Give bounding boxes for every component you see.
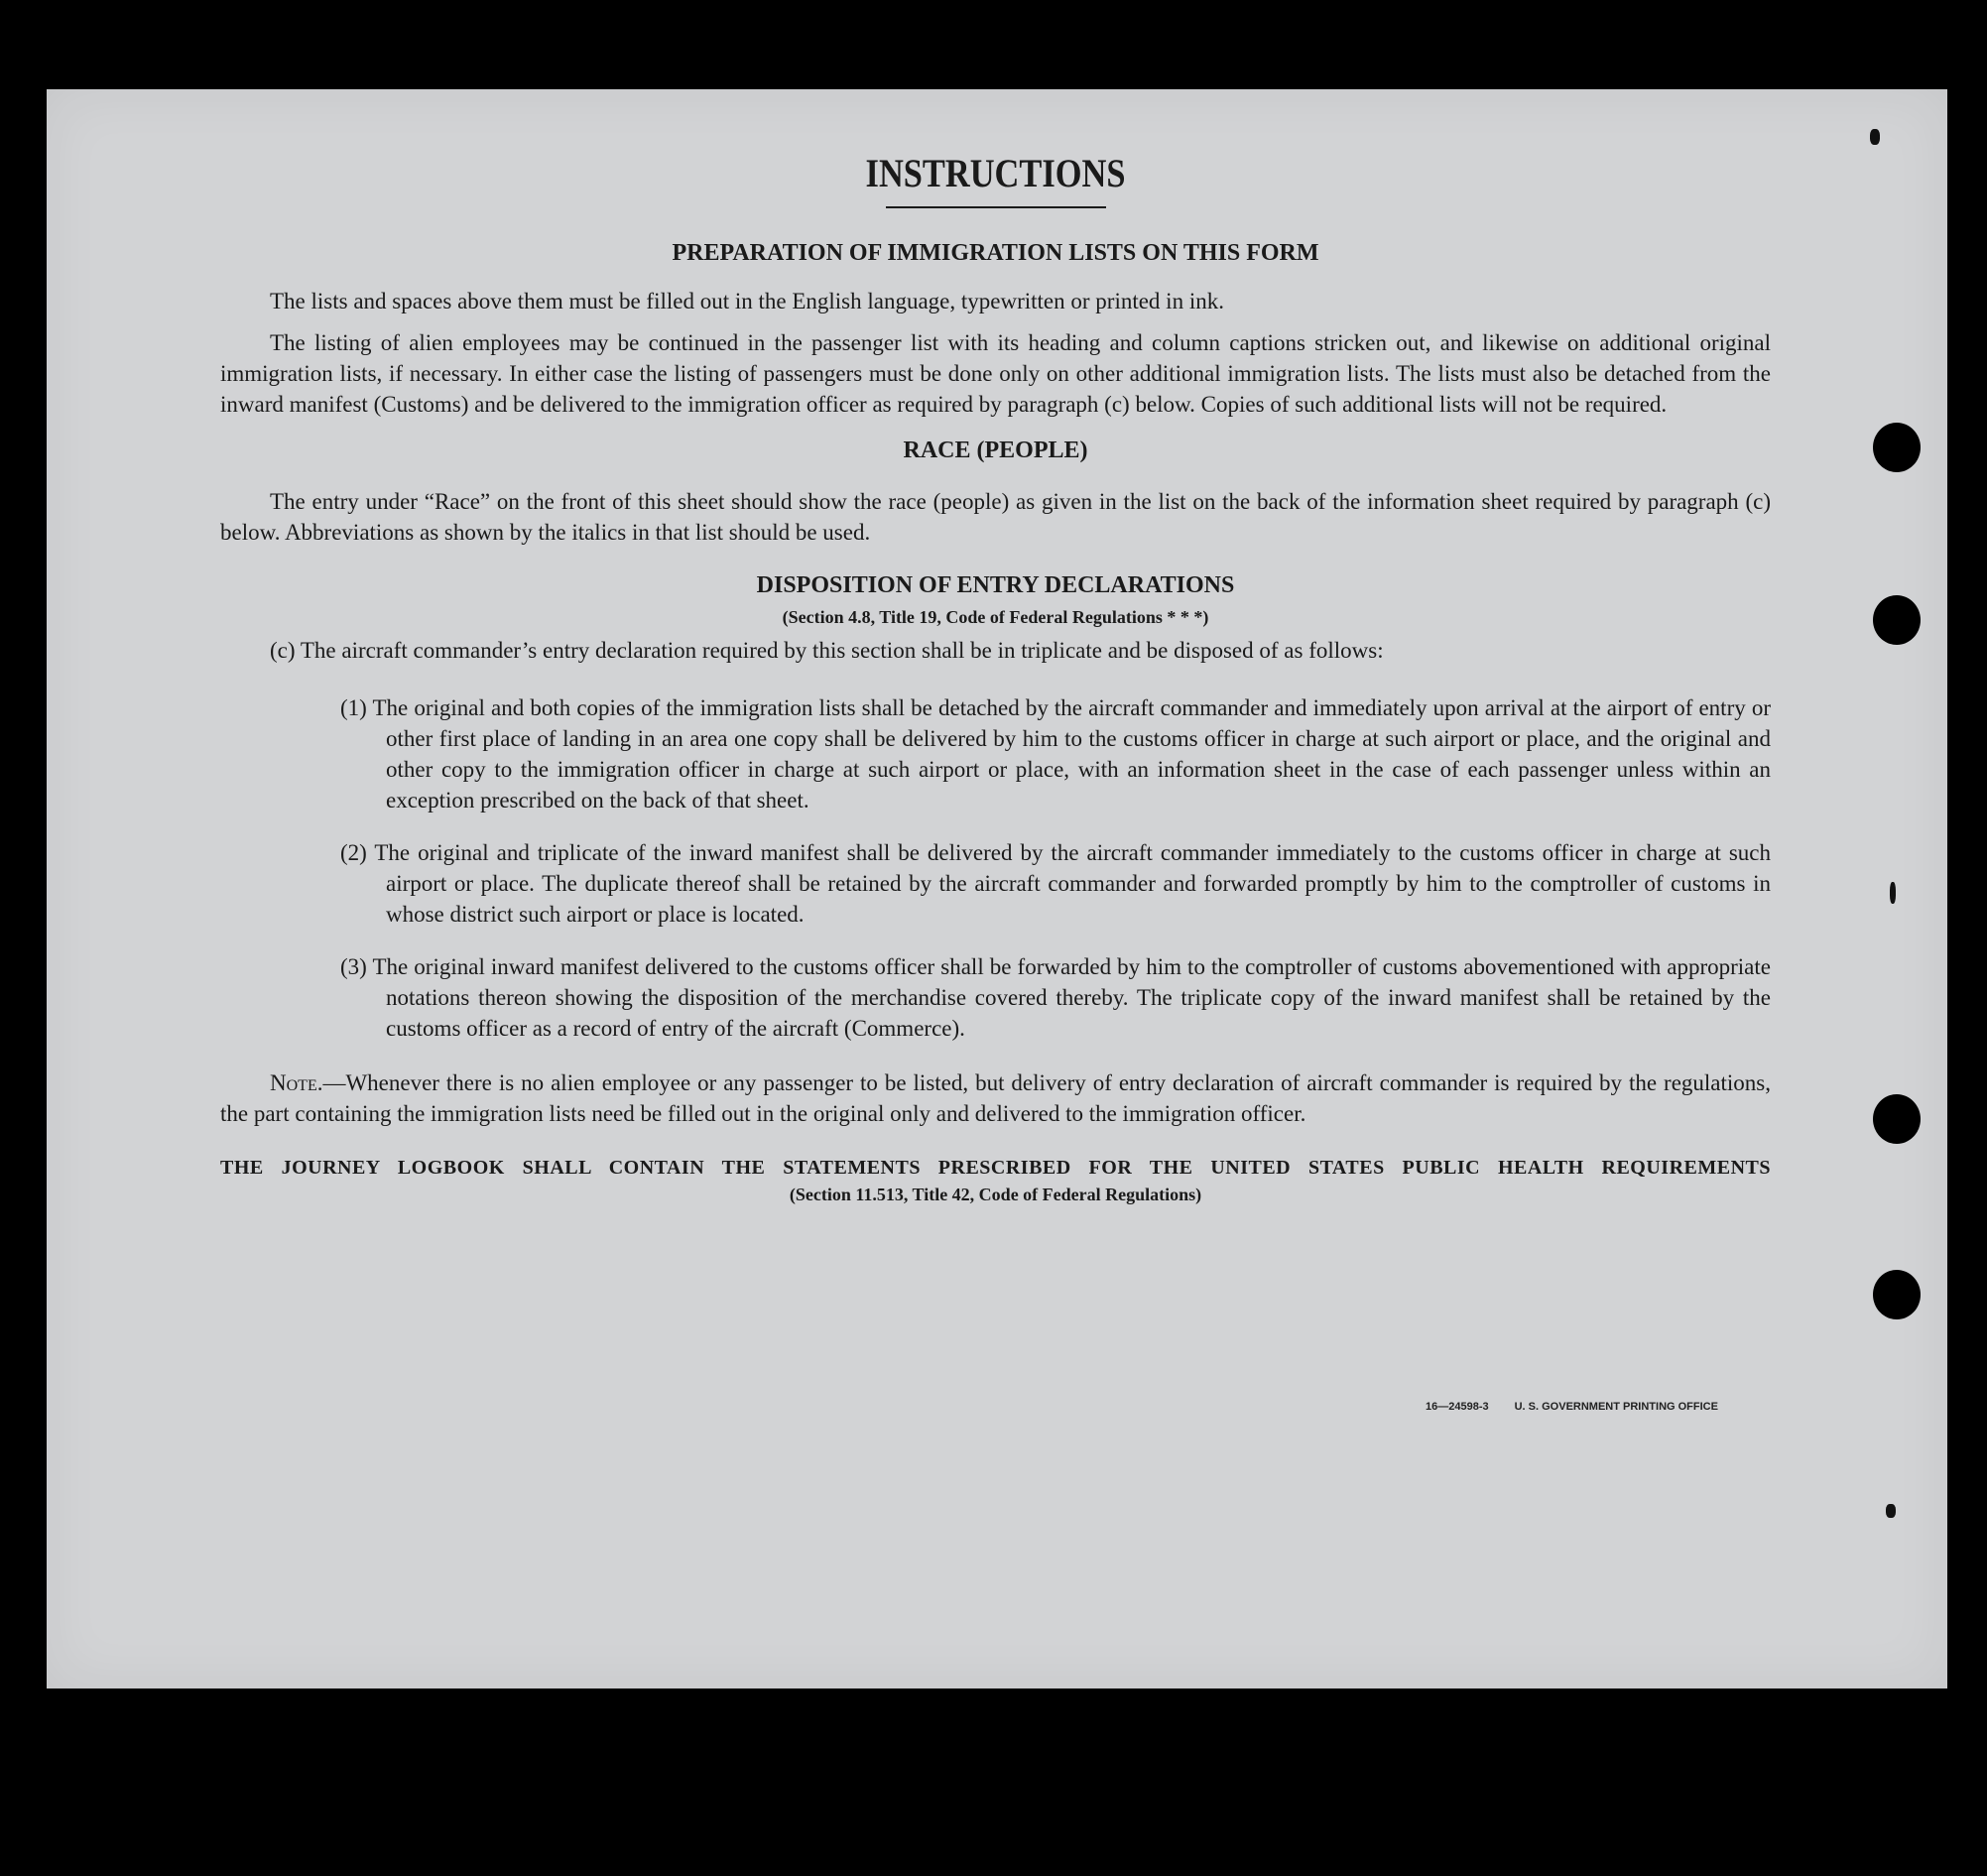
punch-hole xyxy=(1873,1270,1921,1319)
document-sheet xyxy=(47,89,1947,1688)
punch-hole xyxy=(1873,423,1921,472)
form-number: 16—24598-3 xyxy=(1426,1401,1489,1413)
note-text: —Whenever there is no alien employee or any passenger to be listed, but delivery of entry declaration of aircraft commander is required by the regulations, the part containing the immigration lists need be filled out in the original only and delivered to the immigration officer. xyxy=(220,1070,1771,1126)
printer-imprint xyxy=(1426,1401,1718,1413)
disposition-citation: (Section 4.8, Title 19, Code of Federal Regulations * * *) xyxy=(782,607,1209,627)
title-underline xyxy=(886,206,1106,208)
punch-hole xyxy=(1873,1094,1921,1144)
disposition-item-2: (2) The original and triplicate of the inward manifest shall be delivered by the aircraft commander immediately to the customs officer in charge at such airport or place. The duplicate thereof shall be retained by the aircraft commander and forwarded promptly by him to the comptroller of customs in whose district such airport or place is located. xyxy=(340,840,1771,927)
ink-speck xyxy=(1890,882,1896,904)
preparation-paragraph-2: The listing of alien employees may be continued in the passenger list with its heading and column captions stricken out, and likewise on additional original immigration lists, if necessary. In either case the listing of passengers must be done only on other additional immigration lists. The lists must also be detached from the inward manifest (Customs) and be delivered to the immigration officer as required by paragraph (c) below. Copies of such additional lists will not be required. xyxy=(220,330,1771,417)
printer-name: U. S. GOVERNMENT PRINTING OFFICE xyxy=(1514,1401,1718,1413)
logbook-statement: THE JOURNEY LOGBOOK SHALL CONTAIN THE STATEMENTS PRESCRIBED FOR THE UNITED STATES PUBLIC HEALTH REQUIREMENTS xyxy=(220,1157,1771,1179)
note-label: Note. xyxy=(270,1070,323,1095)
note-paragraph xyxy=(220,1067,1771,1129)
logbook-citation: (Section 11.513, Title 42, Code of Federal Regulations) xyxy=(789,1185,1202,1204)
disposition-item-1: (1) The original and both copies of the immigration lists shall be detached by the aircraft commander and immediately upon arrival at the airport of entry or other first place of landing in an area one copy shall be delivered by him to the customs officer in charge at such airport or place, and the original and other copy to the immigration officer in charge at such airport or place, with an information sheet in the case of each passenger unless within an exception prescribed on the back of that sheet. xyxy=(340,695,1771,813)
ink-speck xyxy=(1870,129,1880,145)
preparation-heading: PREPARATION OF IMMIGRATION LISTS ON THIS FORM xyxy=(672,240,1319,266)
punch-hole xyxy=(1873,595,1921,645)
preparation-paragraph-1: The lists and spaces above them must be filled out in the English language, typewritten or printed in ink. xyxy=(270,289,1224,313)
instructions-content xyxy=(220,149,1771,1207)
race-heading: RACE (PEOPLE) xyxy=(903,438,1088,463)
disposition-intro: (c) The aircraft commander’s entry declaration required by this section shall be in triplicate and be disposed of as follows: xyxy=(270,638,1384,663)
page-title: INSTRUCTIONS xyxy=(865,151,1126,195)
ink-speck xyxy=(1886,1504,1896,1518)
race-paragraph: The entry under “Race” on the front of this sheet should show the race (people) as given in the list on the back of the information sheet required by paragraph (c) below. Abbreviations as shown by the italics in that list should be used. xyxy=(220,489,1771,545)
disposition-heading: DISPOSITION OF ENTRY DECLARATIONS xyxy=(756,572,1235,598)
disposition-item-3: (3) The original inward manifest delivered to the customs officer shall be forwarded by him to the comptroller of customs abovementioned with appropriate notations thereon showing the disposition of the merchandise covered thereby. The triplicate copy of the inward manifest shall be retained by the customs officer as a record of entry of the aircraft (Commerce). xyxy=(340,954,1771,1041)
